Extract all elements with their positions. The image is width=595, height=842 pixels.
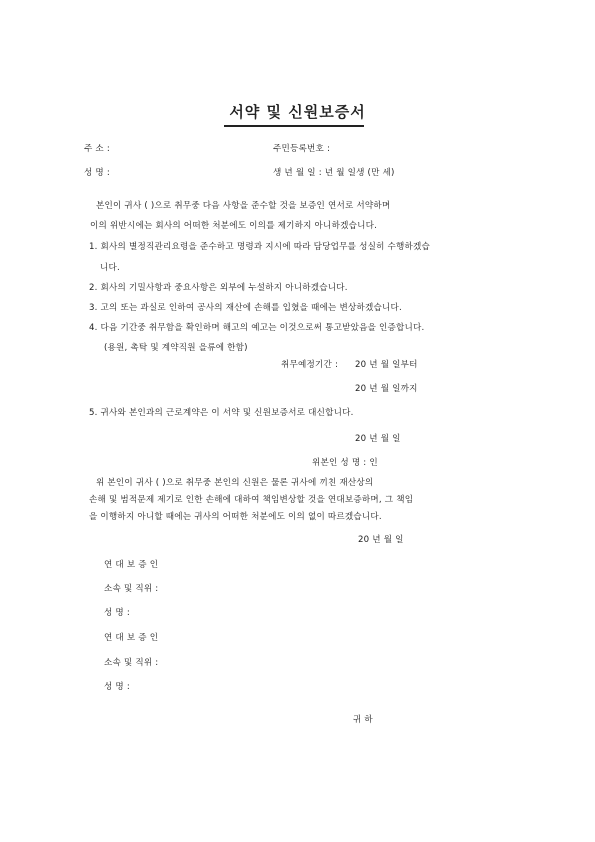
guarantor-1-title: 연 대 보 증 인 — [104, 560, 159, 570]
clause-1-line-2: 니다. — [100, 263, 120, 273]
address-label: 주 소 : — [84, 144, 110, 154]
guarantor-2-name: 성 명 : — [104, 682, 130, 692]
guarantor-1-department: 소속 및 직위 : — [104, 584, 159, 594]
guarantor-1-name: 성 명 : — [104, 608, 130, 618]
clause-5: 5. 귀사와 본인과의 근로계약은 이 서약 및 신원보증서로 대신합니다. — [89, 408, 354, 418]
clause-4: 4. 다음 기간중 취무함을 확인하며 해고의 예고는 이것으로써 통고받았음을 인증합니다. — [89, 323, 425, 333]
document-title: 서약 및 신원보증서 — [229, 103, 366, 121]
pledger-signature-line: 위본인 성 명 : 인 — [312, 458, 378, 468]
clause-1-line-1: 1. 회사의 별정직관리요령을 준수하고 명령과 지시에 따라 담당업무를 성실히 수행하겠습 — [89, 242, 431, 252]
resident-number-label: 주민등록번호 : — [273, 144, 331, 154]
clause-3: 3. 고의 또는 과실로 인하여 공사의 재산에 손해를 입혔을 때에는 변상하겠습니다. — [89, 303, 402, 313]
guarantor-2-department: 소속 및 직위 : — [104, 658, 159, 668]
guarantee-line-2: 손해 및 범적문제 제기로 인한 손해에 대하여 책임변상할 것을 연대보증하며, 그 책임 — [89, 495, 414, 505]
employment-period-to: 20 년 월 일까지 — [355, 384, 418, 394]
guarantee-line-1: 위 본인이 귀사 ( )으로 취무중 본인의 신원은 물론 귀사에 끼친 재산상의 — [96, 478, 374, 488]
addressee: 귀 하 — [353, 715, 373, 725]
employment-period-label: 취무예정기간 : — [281, 360, 339, 370]
pledge-date: 20 년 월 일 — [355, 434, 401, 444]
employment-period-from: 20 년 월 일부터 — [355, 360, 418, 370]
guarantee-line-3: 을 이행하지 아니할 때에는 귀사의 어떠한 처분에도 이의 없이 따르겠습니다. — [89, 512, 382, 522]
name-label: 성 명 : — [84, 168, 110, 178]
guarantee-date: 20 년 월 일 — [358, 535, 404, 545]
clause-2: 2. 회사의 기밀사항과 중요사항은 외부에 누설하지 아니하겠습니다. — [89, 283, 348, 293]
title-underline — [224, 125, 364, 127]
intro-line-1: 본인이 귀사 ( )으로 취무중 다음 사항을 준수할 것을 보증인 연서로 서약하며 — [96, 201, 391, 211]
clause-4-note: (용원, 촉탁 및 계약직원 을류에 한함) — [104, 343, 248, 353]
intro-line-2: 이의 위반시에는 회사의 어떠한 처분에도 이의를 제기하지 아니하겠습니다. — [90, 221, 378, 231]
guarantor-2-title: 연 대 보 증 인 — [104, 633, 159, 643]
birth-date-label: 생 년 월 일 : 년 월 일생 (만 세) — [273, 168, 395, 178]
